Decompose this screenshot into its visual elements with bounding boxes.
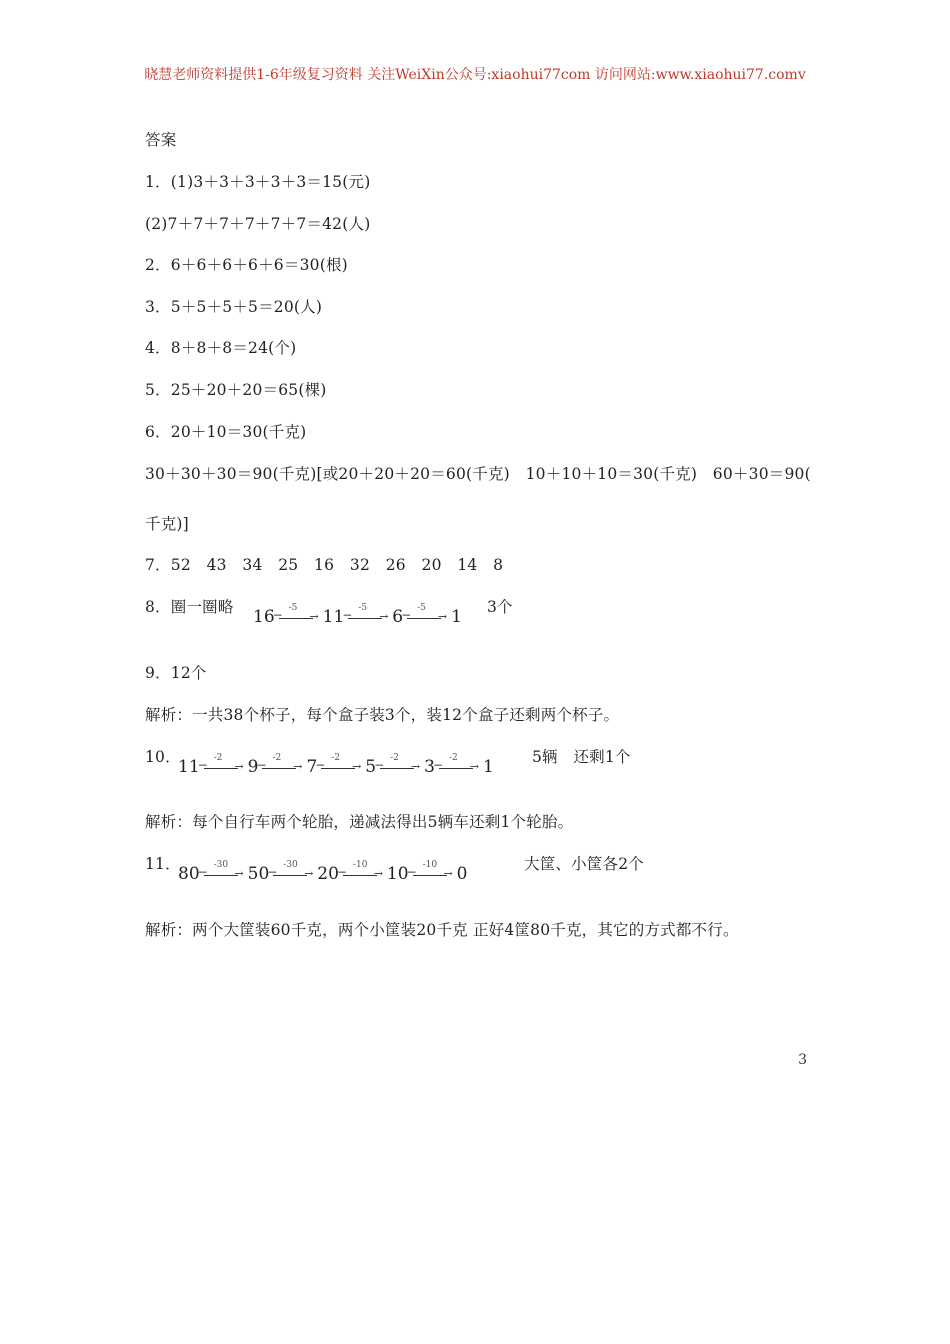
step-arrow-icon: − -30 →: [197, 860, 244, 880]
step-label: -30: [283, 860, 298, 870]
step-label: -2: [390, 753, 399, 763]
answer-4: 4．8＋8＋8＝24(个): [145, 339, 297, 357]
answer-5: 5．25＋20＋20＝65(棵): [145, 381, 327, 399]
answer-10-analysis: 解析：每个自行车两个轮胎，递减法得出5辆车还剩1个轮胎。: [145, 813, 574, 831]
step-label: -2: [272, 753, 282, 763]
answer-11-label: 11．: [145, 855, 181, 873]
step-label: -2: [213, 753, 223, 763]
answer-7: 7．52 43 34 25 16 32 26 20 14 8: [145, 556, 504, 574]
step-label: -10: [352, 860, 368, 870]
answer-8-label: 8．圈一圈略: [145, 598, 234, 616]
step-label: -10: [422, 860, 438, 870]
answer-1-1: 1．(1)3＋3＋3＋3＋3＝15(元): [145, 173, 371, 191]
page-header: 晓慧老师资料提供1-6年级复习资料 关注WeiXin公众号:xiaohui77com 访问网站:www.xiaohui77.comv: [144, 67, 806, 83]
chain-number: 3: [424, 757, 435, 777]
chain-number: 20: [317, 864, 339, 884]
chain-number: 6: [392, 607, 404, 627]
step-arrow-icon: − -5 →: [401, 603, 448, 623]
answer-title: 答案: [145, 131, 177, 149]
step-label: -2: [448, 753, 458, 763]
step-label: -5: [417, 603, 426, 613]
step-arrow-icon: − -2 →: [432, 753, 479, 773]
step-arrow-icon: − -2 →: [374, 753, 421, 773]
step-label: -5: [358, 603, 368, 613]
step-label: -5: [288, 603, 298, 613]
chain-number: 7: [306, 757, 318, 777]
chain-number: 5: [365, 757, 377, 777]
answer-8-chain: [253, 603, 462, 627]
answer-10-label: 10．: [145, 748, 181, 766]
chain-number: 1: [482, 757, 494, 777]
chain-number: 11: [322, 607, 345, 627]
chain-number: 80: [178, 864, 200, 884]
step-arrow-icon: − -5 →: [272, 603, 319, 623]
answer-1-2: (2)7＋7＋7＋7＋7＋7＝42(人): [145, 215, 371, 233]
answer-2: 2．6＋6＋6＋6＋6＝30(根): [145, 256, 348, 274]
step-arrow-icon: − -5 →: [342, 603, 389, 623]
chain-number: 50: [247, 864, 270, 884]
chain-number: 0: [456, 864, 468, 884]
answer-8-result: 3个: [487, 598, 513, 616]
step-arrow-icon: − -10 →: [336, 860, 383, 880]
answer-10-result: 5辆 还剩1个: [532, 748, 631, 766]
chain-number: 10: [386, 864, 409, 884]
step-arrow-icon: − -10 →: [406, 860, 453, 880]
answer-6-alt: 30＋30＋30＝90(千克)[或20＋20＋20＝60(千克) 10＋10＋10＝30(千克) 60＋30＝90(: [145, 465, 811, 483]
step-label: -2: [331, 753, 341, 763]
step-arrow-icon: − -2 →: [256, 753, 303, 773]
answer-10-chain: [178, 753, 494, 777]
page-number: 3: [798, 1052, 807, 1068]
answer-6-alt-cont: 千克)]: [145, 515, 189, 533]
chain-number: 11: [178, 757, 200, 777]
chain-number: 9: [247, 757, 259, 777]
chain-number: 1: [451, 607, 462, 627]
answer-11-analysis: 解析：两个大筐装60千克，两个小筐装20千克 正好4筐80千克，其它的方式都不行。: [145, 921, 739, 939]
step-arrow-icon: − -2 →: [315, 753, 362, 773]
chain-number: 16: [253, 607, 275, 627]
step-arrow-icon: − -30 →: [267, 860, 314, 880]
step-label: -30: [213, 860, 229, 870]
step-arrow-icon: − -2 →: [197, 753, 244, 773]
answer-6: 6．20＋10＝30(千克): [145, 423, 307, 441]
answer-3: 3．5＋5＋5＋5＝20(人): [145, 298, 323, 316]
answer-9: 9．12个: [145, 664, 207, 682]
answer-9-analysis: 解析：一共38个杯子，每个盒子装3个，装12个盒子还剩两个杯子。: [145, 706, 620, 724]
answer-11-chain: [178, 860, 468, 884]
answer-11-result: 大筐、小筐各2个: [524, 855, 644, 873]
